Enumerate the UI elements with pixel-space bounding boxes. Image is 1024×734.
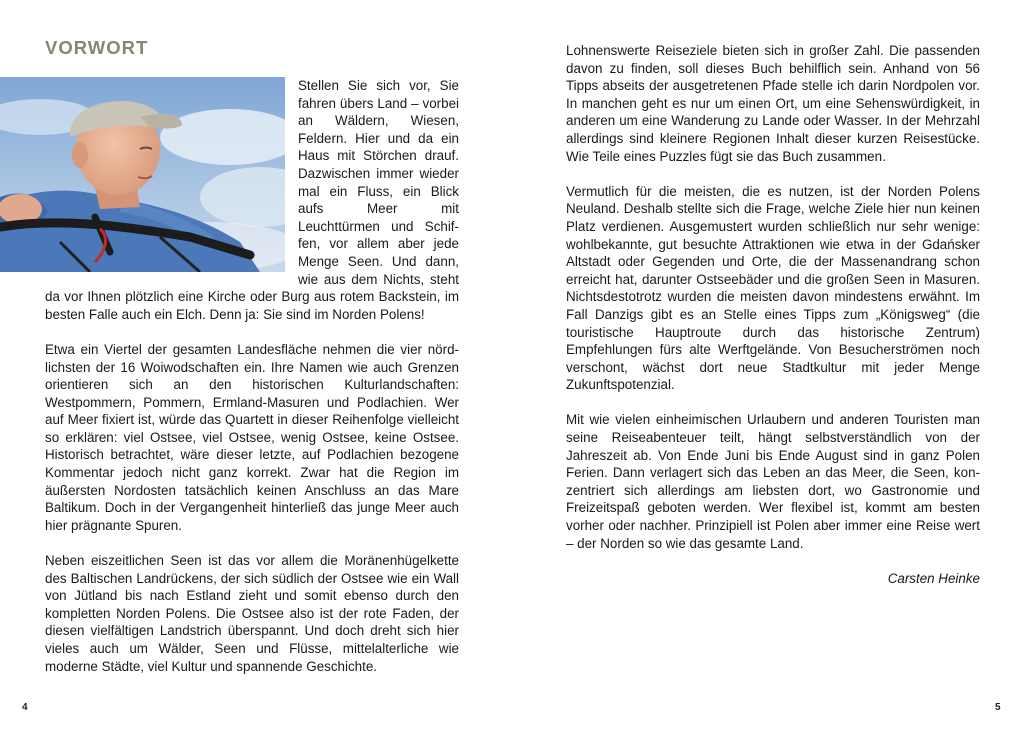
cyclist-photo: [0, 77, 285, 272]
destinations-paragraph: Lohnenswerte Reiseziele bieten sich in großer Zahl. Die passenden davon zu finden, soll dieses Buch behilflich sein. Anhand von 56 Tipps abseits der ausgetretenen Pfade stelle ich darin Nordpolen vor. In manchen geht es nur um einen Ort, um eine Sehenswürdigkeit, in anderen um eine Wanderung zu Lande oder Wasser. In der Mehrzahl allerdings sind kleinere Regionen Inhalt dieser kurzen Reisestücke. Wie Teile eines Puzzles fügt sie das Buch zusammen.: [566, 43, 980, 164]
author-signature: Carsten Heinke: [887, 570, 980, 586]
selection-paragraph: Vermutlich für die meisten, die es nutzen, ist der Norden Polens Neuland. Deshalb stellte sich die Frage, welche Ziele hier nun keinen Platz verdienen. Ausgemustert wurden schließlich nur sehr wenige: wohlbekannte, gut besuchte Attraktionen wie etwa in der Gdańsker Altstadt oder Gegenden und Orte, die der Massenandrang schon erreicht hat, darunter Ostseebäder und die großen Seen in Masuren. Nichtsdestotrotz wurden die meisten davon mindestens erwähnt. Im Fall Danzigs gibt es an Stelle eines Tipps zum „Königsweg“ (die touristische Hauptroute durch das historische Zentrum) Empfehlungen fürs alte Werftgelände. Von Besucherströmen noch verschont, wächst dort neue Stadtkultur mit jeder Menge Zukunftspotenzial.: [566, 183, 980, 393]
intro-paragraph: Stellen Sie sich vor, Sie fahren übers Land – vorbei an Wäldern, Wiesen, Feldern. Hier und da ein Haus mit Störchen drauf. Dazwischen immer wieder mal ein Fluss, ein Blick aufs Meer mit Leuchttürmen und Schiffen, vor allem aber jede Menge Seen. Und dann, wie aus dem Nichts, steht da vor Ihnen plötzlich eine Kirche oder Burg aus rotem Backstein, im besten Falle auch ein Elch. Denn ja: Sie sind im Norden Polens!: [45, 78, 459, 322]
page-number-right: 5: [995, 702, 1001, 713]
section-title: VORWORT: [45, 37, 149, 58]
right-page: [512, 0, 1024, 734]
regions-paragraph: Etwa ein Viertel der gesamten Landesfläche nehmen die vier nördlichsten der 16 Woiwodschaften ein. Ihre Namen wie auch Grenzen orientieren sich an den historischen Kulturlandschaften: Westpommern, Pommern, Ermland-Masuren und Podlachien. Wer auf Meer fixiert ist, würde das Quartett in dieser Reihenfolge vielleicht so erklären: viel Ostsee, viel Ostsee, wenig Ostsee, keine Ostsee. Historisch betrachtet, wäre dieser letzte, auf Podlachien bezogene Kommentar jedoch nicht ganz korrekt. Zwar hat die Region im äußersten Nordosten tatsächlich keinen Anschluss an das Mare Baltikum. Doch in der Vergangenheit hinterließ das junge Meer auch hier prägnante Spuren.: [45, 341, 459, 533]
page-number-left: 4: [22, 702, 28, 713]
left-text-column: [45, 77, 459, 675]
right-text-column: [566, 42, 980, 587]
landscape-paragraph: Neben eiszeitlichen Seen ist das vor allem die Moränenhügelkette des Baltischen Landrückens, der sich südlich der Ostsee wie ein Wall von Jütland bis nach Estland zieht und somit ebenso durch den kompletten Norden Polens. Die Ostsee also ist der rote Faden, der diesen vielfältigen Landstrich überspannt. Und doch dreht sich hier vieles auch um Wälder, Seen und Flüsse, mittelalterliche wie moderne Städte, viel Kultur und spannende Geschichte.: [45, 553, 459, 674]
season-paragraph: Mit wie vielen einheimischen Urlaubern und anderen Touristen man seine Reiseabenteuer teilt, hängt selbstverständlich von der Jahreszeit ab. Von Ende Juni bis Ende August sind in ganz Polen Ferien. Dann verlagert sich das Leben an das Meer, die Seen, konzentriert sich allerdings am liebsten dort, wo Gastronomie und Freizeitspaß geboten werden. Wer flexibel ist, kommt am besten vorher oder nachher. Prinzipiell ist Polen aber immer eine Reise wert – der Norden so wie das gesamte Land.: [566, 412, 980, 551]
